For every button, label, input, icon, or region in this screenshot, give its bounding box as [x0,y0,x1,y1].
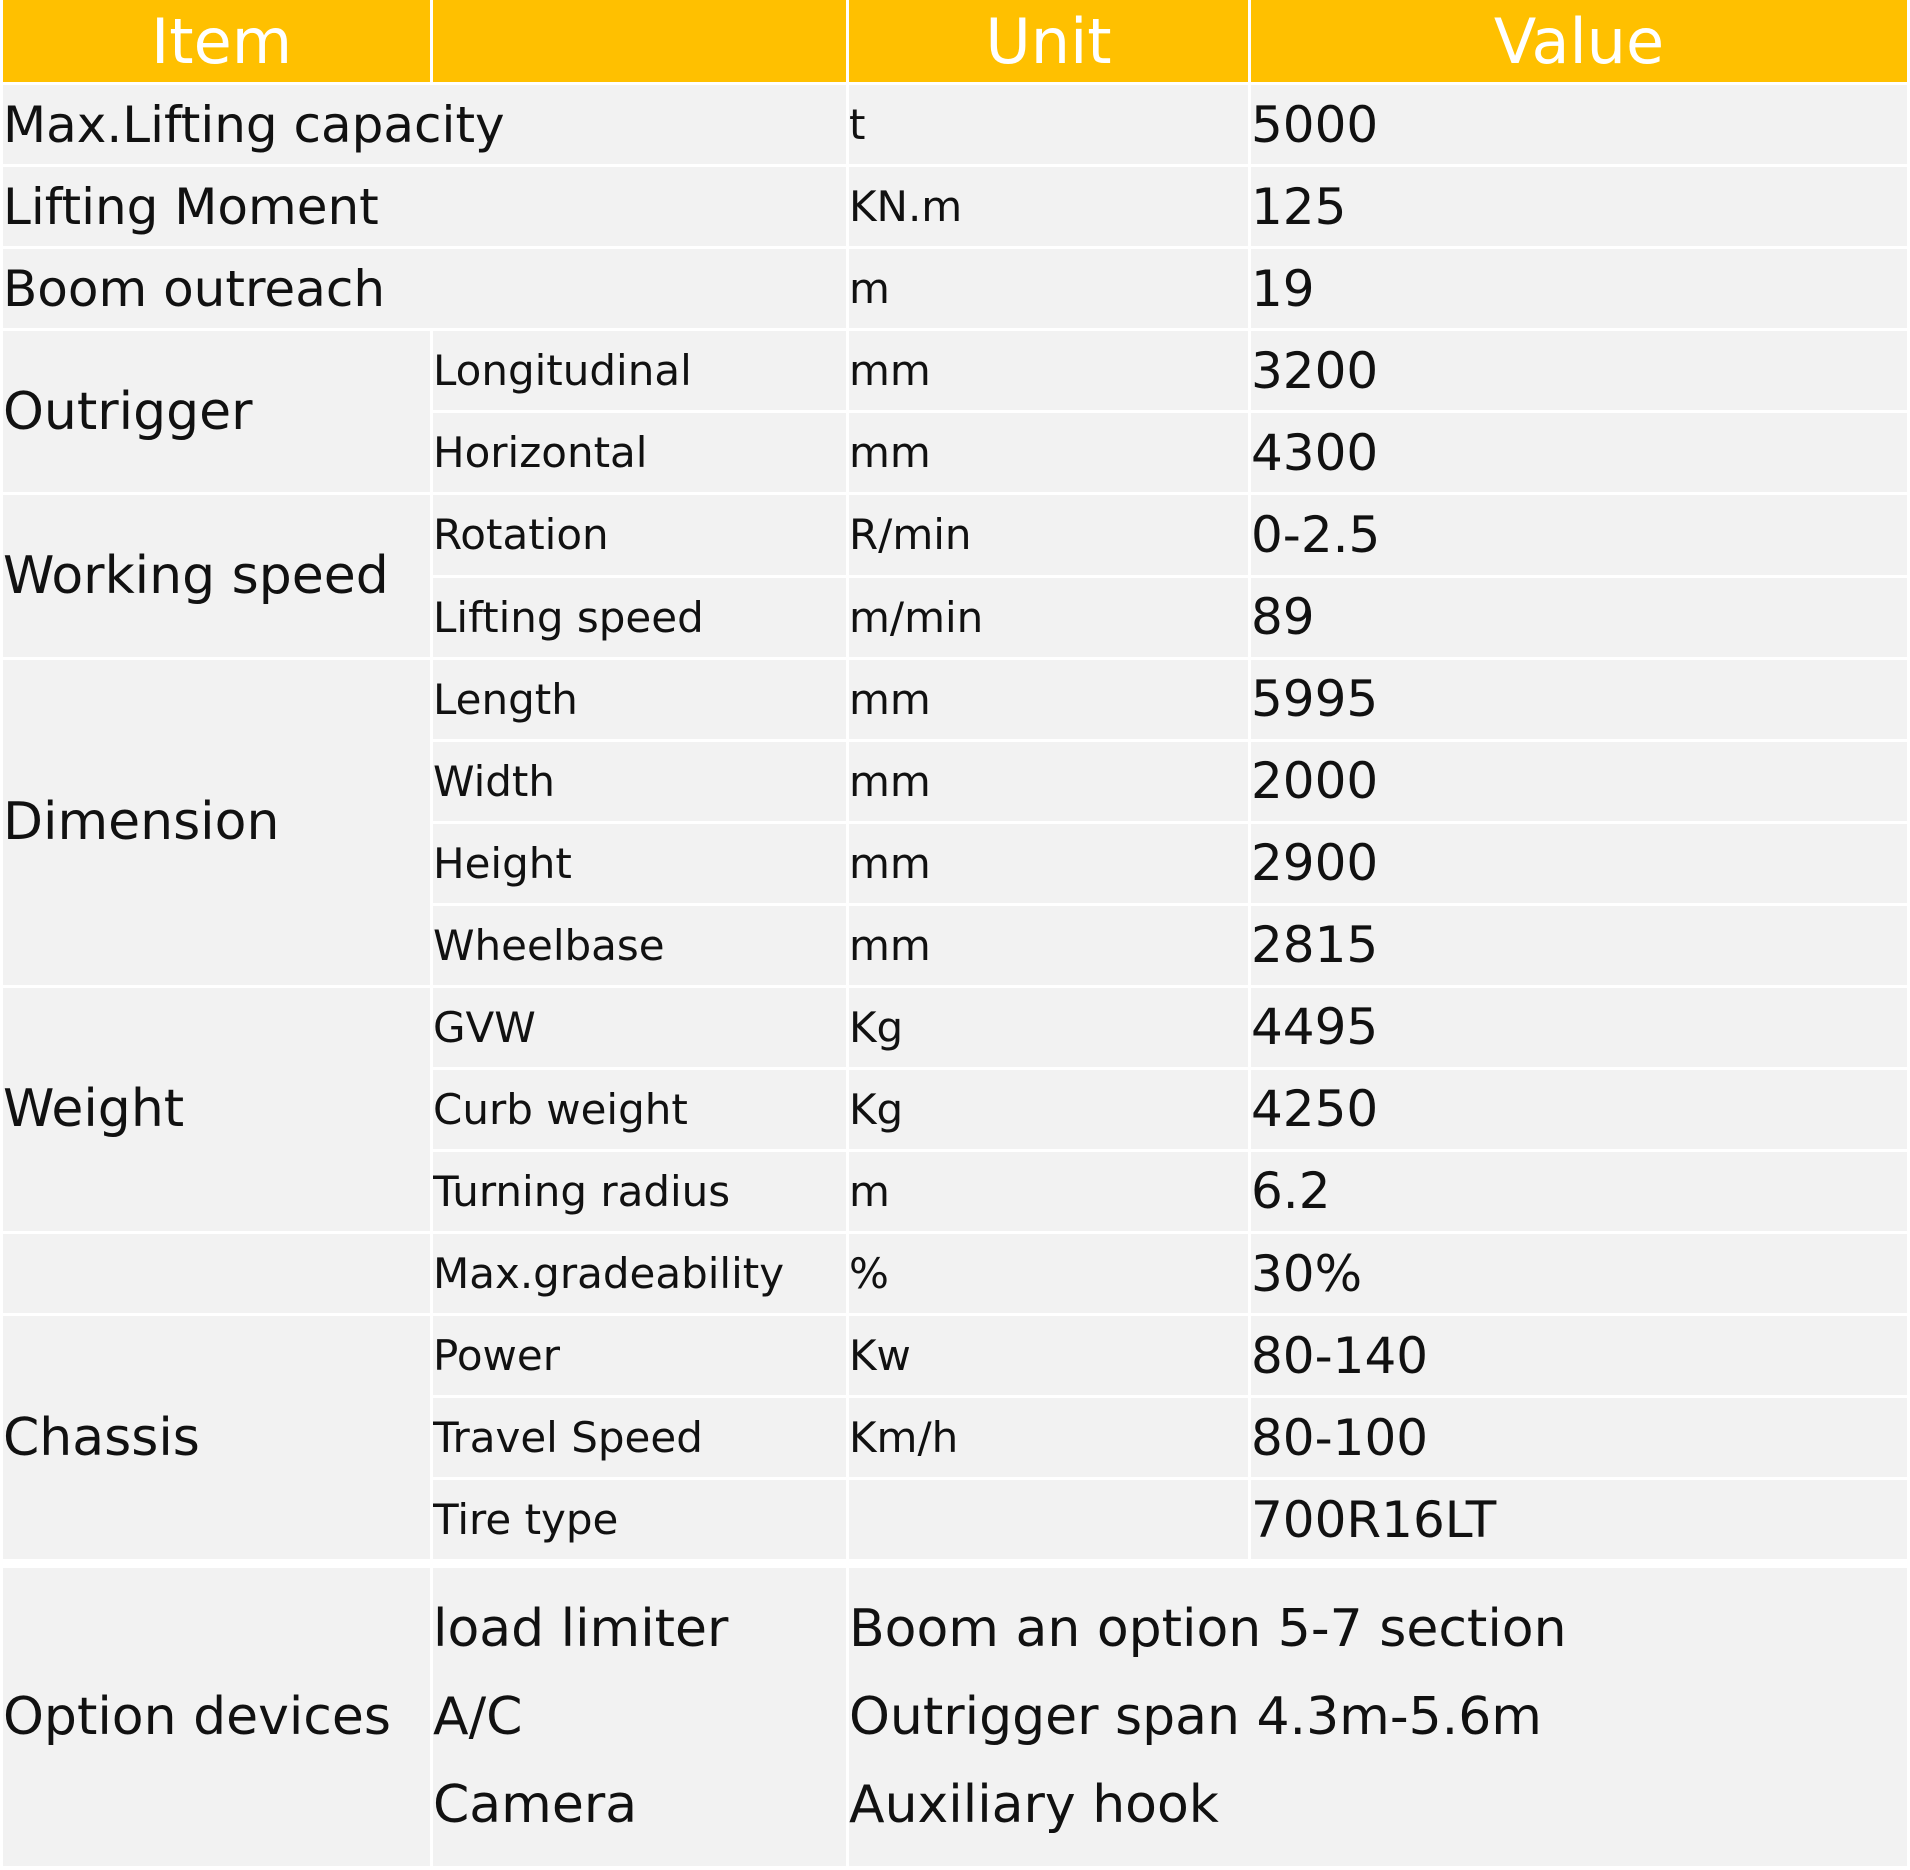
group-cell-dimension: Dimension [3,660,433,988]
item-cell: Boom outreach [3,249,849,331]
group-cell-weight: Weight [3,988,433,1234]
unit-cell [849,1480,1251,1562]
table-row [3,167,1907,249]
group-cell-outrigger: Outrigger [3,331,433,495]
spec-table [3,0,1907,1866]
item-cell: Length [433,660,849,742]
header-row [3,0,1907,85]
item-cell: Tire type [433,1480,849,1562]
item-cell: Wheelbase [433,906,849,988]
table-row [3,249,1907,331]
unit-cell: Kg [849,988,1251,1070]
value-cell: 80-100 [1251,1398,1907,1480]
value-cell: 0-2.5 [1251,495,1907,577]
option-devices-right-list [849,1562,1907,1866]
item-cell: Lifting Moment [3,167,849,249]
list-item: load limiter [433,1599,729,1660]
list-item: A/C [433,1687,523,1748]
unit-cell: mm [849,906,1251,988]
list-item: Outrigger span 4.3m-5.6m [849,1687,1542,1748]
group-cell-empty [3,1234,433,1316]
item-cell: GVW [433,988,849,1070]
header-value: Value [1251,0,1907,85]
unit-cell: mm [849,824,1251,906]
option-devices-left-list [433,1562,849,1866]
header-unit: Unit [849,0,1251,85]
unit-cell: KN.m [849,167,1251,249]
unit-cell: m/min [849,578,1251,660]
unit-cell: mm [849,413,1251,495]
unit-cell: t [849,85,1251,167]
item-cell: Power [433,1316,849,1398]
item-cell: Height [433,824,849,906]
value-cell: 4300 [1251,413,1907,495]
value-cell: 4250 [1251,1070,1907,1152]
table-row [3,331,1907,413]
value-cell: 30% [1251,1234,1907,1316]
group-cell-option-devices: Option devices [3,1562,433,1866]
value-cell: 80-140 [1251,1316,1907,1398]
list-item: Boom an option 5-7 section [849,1599,1567,1660]
unit-cell: Km/h [849,1398,1251,1480]
unit-cell: R/min [849,495,1251,577]
table-row [3,495,1907,577]
item-cell: Turning radius [433,1152,849,1234]
item-cell: Longitudinal [433,331,849,413]
table-row [3,660,1907,742]
value-cell: 2815 [1251,906,1907,988]
table-row [3,988,1907,1070]
value-cell: 19 [1251,249,1907,331]
item-cell: Width [433,742,849,824]
unit-cell: Kw [849,1316,1251,1398]
unit-cell: mm [849,742,1251,824]
list-item: Auxiliary hook [849,1775,1219,1836]
unit-cell: m [849,1152,1251,1234]
list-item: Camera [433,1775,638,1836]
unit-cell: % [849,1234,1251,1316]
group-cell-chassis: Chassis [3,1316,433,1562]
group-cell-working-speed: Working speed [3,495,433,659]
unit-cell: m [849,249,1251,331]
value-cell: 700R16LT [1251,1480,1907,1562]
value-cell: 5995 [1251,660,1907,742]
table-row [3,85,1907,167]
header-blank [433,0,849,85]
value-cell: 125 [1251,167,1907,249]
item-cell: Curb weight [433,1070,849,1152]
unit-cell: mm [849,331,1251,413]
unit-cell: Kg [849,1070,1251,1152]
value-cell: 4495 [1251,988,1907,1070]
item-cell: Horizontal [433,413,849,495]
value-cell: 5000 [1251,85,1907,167]
value-cell: 89 [1251,578,1907,660]
item-cell: Rotation [433,495,849,577]
value-cell: 6.2 [1251,1152,1907,1234]
item-cell: Max.gradeability [433,1234,849,1316]
item-cell: Lifting speed [433,578,849,660]
table-row [3,1234,1907,1316]
table-row [3,1316,1907,1398]
value-cell: 2000 [1251,742,1907,824]
header-item: Item [3,0,433,85]
value-cell: 3200 [1251,331,1907,413]
item-cell: Max.Lifting capacity [3,85,849,167]
item-cell: Travel Speed [433,1398,849,1480]
option-devices-row [3,1562,1907,1866]
value-cell: 2900 [1251,824,1907,906]
unit-cell: mm [849,660,1251,742]
